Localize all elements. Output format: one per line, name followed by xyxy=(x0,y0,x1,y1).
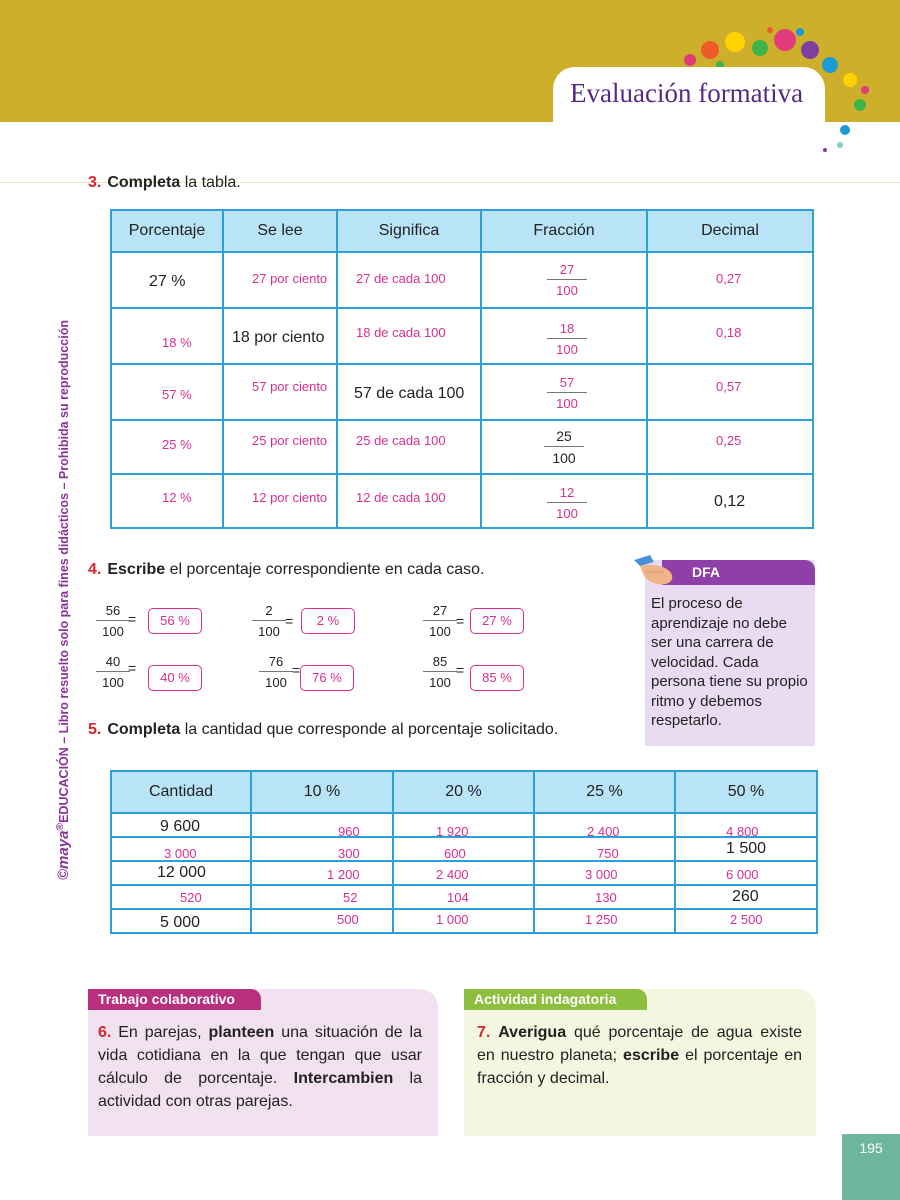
value-cell: 6 000 xyxy=(726,867,759,882)
value-cell: 960 xyxy=(338,824,360,839)
fraction xyxy=(544,428,584,466)
equals-sign: = xyxy=(285,613,294,629)
fraction-numerator: 2 xyxy=(252,603,286,621)
fraction-numerator: 40 xyxy=(96,654,130,672)
table-row xyxy=(111,420,813,474)
value-cell: 104 xyxy=(447,890,469,905)
question-number: 6. xyxy=(98,1024,112,1041)
fraction-denominator: 100 xyxy=(556,396,578,411)
sig-cell: 18 de cada 100 xyxy=(356,325,446,340)
header-significa: Significa xyxy=(337,210,481,252)
table-header-row xyxy=(111,771,817,813)
table-header-row xyxy=(111,210,813,252)
header-fraccion: Fracción xyxy=(481,210,647,252)
equals-sign: = xyxy=(128,611,137,627)
value-cell: 300 xyxy=(338,846,360,861)
dfa-label: DFA xyxy=(662,560,815,585)
qty-cell: 3 000 xyxy=(164,846,197,861)
header-10: 10 % xyxy=(251,771,393,813)
question-3 xyxy=(88,174,241,192)
inquiry-text xyxy=(477,1021,802,1090)
value-cell: 600 xyxy=(444,846,466,861)
fraction-denominator: 100 xyxy=(556,283,578,298)
header-25: 25 % xyxy=(534,771,675,813)
text-part: el porcentaje en fracción y decimal. xyxy=(477,1047,803,1087)
fraction-numerator: 56 xyxy=(96,603,130,621)
dec-cell: 0,27 xyxy=(716,271,742,286)
pct-cell: 18 % xyxy=(162,335,192,350)
question-text: la cantidad que corresponde al porcentaje solicitado. xyxy=(180,721,559,738)
fraction xyxy=(252,603,286,639)
value-cell: 2 500 xyxy=(730,912,763,927)
fraction xyxy=(547,485,587,521)
value-cell: 1 250 xyxy=(585,912,618,927)
lee-cell: 25 por ciento xyxy=(252,433,328,448)
answer-box[interactable]: 27 % xyxy=(470,608,524,634)
question-5 xyxy=(88,721,558,739)
value-cell: 260 xyxy=(732,888,759,905)
fraction-numerator: 12 xyxy=(547,485,587,503)
fraction-numerator: 25 xyxy=(544,428,584,447)
dec-cell: 0,18 xyxy=(716,325,742,340)
equals-sign: = xyxy=(292,662,301,678)
brand-logo-text: ©maya xyxy=(55,830,73,880)
value-cell: 1 000 xyxy=(436,912,469,927)
fraction-numerator: 57 xyxy=(547,375,587,393)
table-row xyxy=(111,252,813,308)
answer-box[interactable]: 85 % xyxy=(470,665,524,691)
collaborative-label: Trabajo colaborativo xyxy=(88,989,261,1010)
fraction-denominator: 100 xyxy=(556,506,578,521)
dec-cell: 0,12 xyxy=(714,493,746,510)
answer-box[interactable]: 56 % xyxy=(148,608,202,634)
header-porcentaje: Porcentaje xyxy=(111,210,223,252)
value-cell: 1 500 xyxy=(726,840,767,857)
text-part: En parejas, xyxy=(111,1024,209,1041)
qty-cell: 9 600 xyxy=(160,818,201,835)
fraction xyxy=(547,375,587,411)
equals-sign: = xyxy=(128,660,137,676)
text-part: una situación de la vida cotidiana en la que tengan que usar cálculo de porcentaje. xyxy=(98,1024,423,1087)
question-text: la tabla. xyxy=(180,174,241,191)
value-cell: 500 xyxy=(337,912,359,927)
fraction-numerator: 27 xyxy=(547,262,587,280)
pct-cell: 12 % xyxy=(162,490,192,505)
fraction-denominator: 100 xyxy=(258,624,280,639)
fraction-numerator: 76 xyxy=(259,654,293,672)
header-se-lee: Se lee xyxy=(223,210,337,252)
pct-cell: 57 % xyxy=(162,387,192,402)
answer-box[interactable]: 76 % xyxy=(300,665,354,691)
qty-cell: 5 000 xyxy=(160,914,201,931)
text-bold: Averigua xyxy=(498,1024,567,1041)
text-part: la actividad con otras parejas. xyxy=(98,1070,422,1110)
question-number: 7. xyxy=(477,1024,491,1041)
dec-cell: 0,57 xyxy=(716,379,742,394)
fraction-numerator: 27 xyxy=(423,603,457,621)
header-decimal: Decimal xyxy=(647,210,813,252)
collaborative-text xyxy=(98,1021,422,1113)
question-verb: Escribe xyxy=(107,561,166,578)
value-cell: 1 200 xyxy=(327,867,360,882)
text-bold: escribe xyxy=(623,1047,680,1064)
quantity-table xyxy=(110,770,818,934)
dec-cell: 0,25 xyxy=(716,433,742,448)
text-bold: Intercambien xyxy=(293,1070,394,1087)
sig-cell: 25 de cada 100 xyxy=(356,433,446,448)
lee-cell: 57 por ciento xyxy=(252,379,328,394)
fraction-numerator: 18 xyxy=(547,321,587,339)
table-row xyxy=(111,474,813,528)
fraction xyxy=(259,654,293,690)
header-20: 20 % xyxy=(393,771,534,813)
value-cell: 2 400 xyxy=(587,824,620,839)
question-number: 4. xyxy=(88,561,102,578)
inquiry-label: Actividad indagatoria xyxy=(464,989,647,1010)
equals-sign: = xyxy=(456,662,465,678)
value-cell: 1 920 xyxy=(436,824,469,839)
fraction-denominator: 100 xyxy=(265,675,287,690)
question-number: 3. xyxy=(88,174,102,191)
table-row xyxy=(111,861,817,885)
lee-cell: 18 por ciento xyxy=(232,329,325,346)
registered-mark: ® xyxy=(55,822,66,831)
sig-cell: 12 de cada 100 xyxy=(356,490,446,505)
table-row xyxy=(111,308,813,364)
hand-marker-icon xyxy=(630,552,680,588)
value-cell: 2 400 xyxy=(436,867,469,882)
fraction-denominator: 100 xyxy=(102,624,124,639)
question-4 xyxy=(88,561,484,579)
question-verb: Completa xyxy=(107,721,181,738)
fraction-denominator: 100 xyxy=(429,624,451,639)
fraction xyxy=(423,654,457,690)
fraction-denominator: 100 xyxy=(552,450,576,466)
percentage-table xyxy=(110,209,814,529)
table-row xyxy=(111,813,817,837)
fraction xyxy=(547,321,587,357)
table-row xyxy=(111,364,813,420)
sig-cell: 57 de cada 100 xyxy=(354,385,465,402)
pct-cell: 27 % xyxy=(149,273,186,290)
fraction xyxy=(423,603,457,639)
text-part: qué porcentaje de agua existe en nuestro planeta; xyxy=(477,1024,803,1064)
question-verb: Completa xyxy=(107,174,181,191)
value-cell: 52 xyxy=(343,890,358,905)
pct-cell: 25 % xyxy=(162,437,192,452)
value-cell: 130 xyxy=(595,890,617,905)
copyright-notice: EDUCACIÓN – Libro resuelto solo para fines didácticos – Prohibida su reproducción xyxy=(57,320,72,823)
fraction xyxy=(96,603,130,639)
qty-cell: 12 000 xyxy=(157,864,206,881)
sig-cell: 27 de cada 100 xyxy=(356,271,446,286)
answer-box[interactable]: 40 % xyxy=(148,665,202,691)
fraction xyxy=(96,654,130,690)
lee-cell: 12 por ciento xyxy=(252,490,328,505)
fraction-denominator: 100 xyxy=(429,675,451,690)
table-row xyxy=(111,837,817,861)
table-row xyxy=(111,885,817,909)
value-cell: 750 xyxy=(597,846,619,861)
copyright-side-text xyxy=(55,320,72,880)
page-number: 195 xyxy=(842,1134,900,1200)
equals-sign: = xyxy=(456,613,465,629)
fraction xyxy=(547,262,587,298)
header-50: 50 % xyxy=(675,771,817,813)
value-cell: 3 000 xyxy=(585,867,618,882)
qty-cell: 520 xyxy=(180,890,202,905)
table-row xyxy=(111,909,817,933)
fraction-numerator: 85 xyxy=(423,654,457,672)
fraction-denominator: 100 xyxy=(102,675,124,690)
value-cell: 4 800 xyxy=(726,824,759,839)
dfa-text: El proceso de aprendizaje no debe ser una carrera de velocidad. Cada persona tiene su propio ritmo y debemos respetarlo. xyxy=(651,595,808,729)
question-text: el porcentaje correspondiente en cada caso. xyxy=(165,561,485,578)
lee-cell: 27 por ciento xyxy=(252,271,328,286)
text-bold: planteen xyxy=(208,1024,275,1041)
question-number: 5. xyxy=(88,721,102,738)
fraction-denominator: 100 xyxy=(556,342,578,357)
header-cantidad: Cantidad xyxy=(111,771,251,813)
answer-box[interactable]: 2 % xyxy=(301,608,355,634)
page-title: Evaluación formativa xyxy=(570,78,804,108)
